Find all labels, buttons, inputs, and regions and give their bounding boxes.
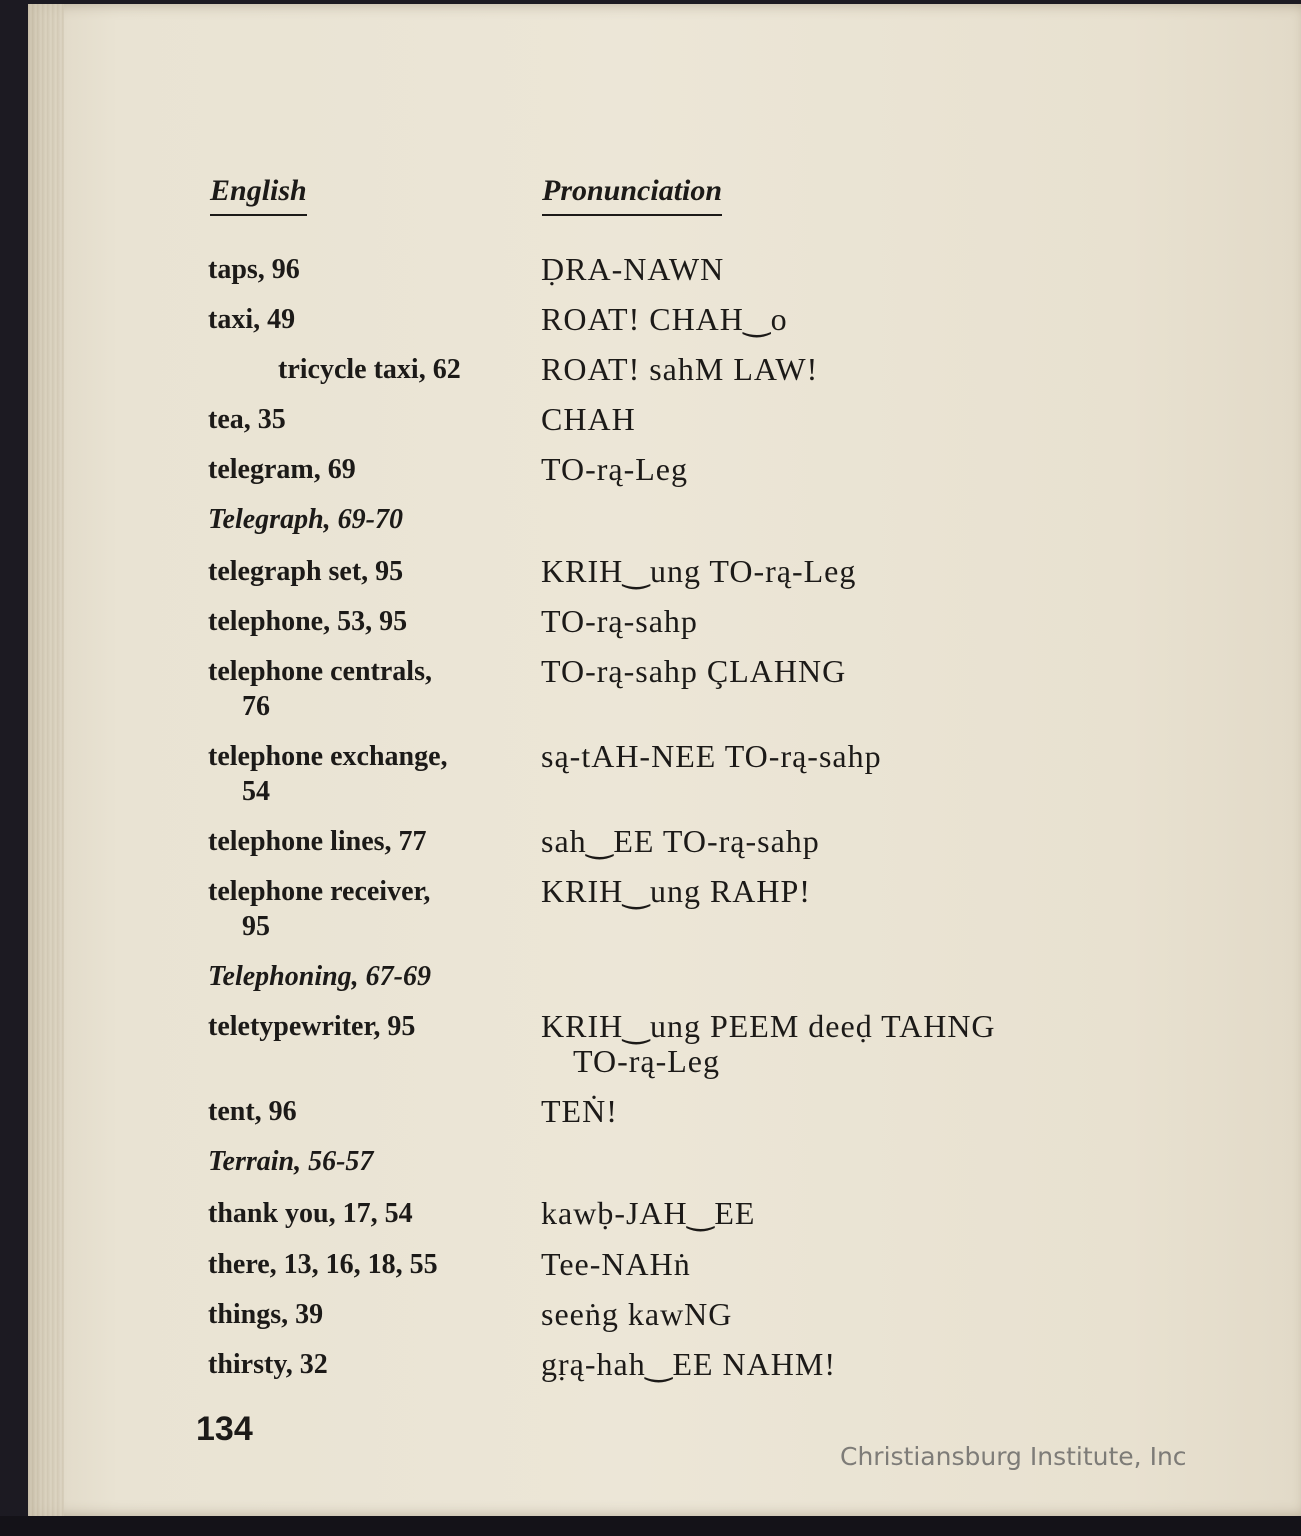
pronunciation	[541, 554, 1181, 589]
english-term	[208, 252, 508, 287]
pronunciation-text: ḌRA-NAWN	[541, 251, 725, 287]
english-term	[208, 302, 508, 337]
pronunciation	[541, 1009, 1181, 1079]
english-term-continuation: 95	[242, 911, 270, 942]
english-term	[208, 739, 508, 809]
english-term	[208, 1196, 508, 1231]
english-column-header: English	[210, 174, 307, 216]
english-term-text: teletypewriter, 95	[208, 1011, 416, 1042]
pronunciation-text: seeṅg kawNG	[541, 1296, 733, 1332]
pronunciation-text: TO-rą-sahp ÇLAHNG	[541, 653, 847, 689]
english-term-text: Terrain, 56-57	[208, 1146, 374, 1177]
english-term	[208, 959, 508, 994]
pronunciation	[541, 452, 1181, 487]
english-term-continuation: 76	[242, 691, 270, 722]
pronunciation-text: sah‿EE TO-rą-sahp	[541, 823, 820, 859]
english-term	[208, 1297, 508, 1332]
pronunciation-text: TO-rą-sahp	[541, 603, 698, 639]
pronunciation	[541, 1347, 1181, 1382]
pronunciation-text: kawḅ-JAH‿EE	[541, 1195, 756, 1231]
english-term	[208, 554, 508, 589]
english-term	[208, 604, 508, 639]
english-term	[278, 352, 578, 387]
pronunciation-text: gṛą-hah‿EE NAHM!	[541, 1346, 836, 1382]
english-term-text: tent, 96	[208, 1096, 297, 1127]
pronunciation	[541, 604, 1181, 639]
pronunciation-text: KRIH‿ung RAHP!	[541, 873, 811, 909]
english-term	[208, 824, 508, 859]
page-number: 134	[196, 1410, 253, 1448]
english-term	[208, 1094, 508, 1129]
english-term-text: telegraph set, 95	[208, 556, 404, 587]
english-term	[208, 1009, 508, 1044]
english-term-text: Telephoning, 67-69	[208, 961, 431, 992]
pronunciation-text: Tee-NAHṅ	[541, 1246, 691, 1282]
english-term-text: there, 13, 16, 18, 55	[208, 1249, 438, 1280]
english-term-text: telephone, 53, 95	[208, 606, 408, 637]
english-term-continuation: 54	[242, 776, 270, 807]
pronunciation-text: CHAH	[541, 401, 636, 437]
pronunciation-text: KRIH‿ung TO-rą-Leg	[541, 553, 857, 589]
english-term-text: telephone lines, 77	[208, 826, 427, 857]
english-term-text: tricycle taxi, 62	[278, 354, 461, 385]
pronunciation	[541, 352, 1181, 387]
pronunciation	[541, 1297, 1181, 1332]
pronunciation	[541, 739, 1181, 774]
pronunciation-column-header: Pronunciation	[542, 174, 722, 216]
english-term-text: tea, 35	[208, 404, 286, 435]
english-term-text: telephone exchange,	[208, 741, 448, 772]
english-term	[208, 1347, 508, 1382]
pronunciation	[541, 402, 1181, 437]
book-page	[28, 4, 1301, 1516]
english-term-text: taxi, 49	[208, 304, 296, 335]
english-term-text: things, 39	[208, 1299, 324, 1330]
pronunciation-continuation: TO-rą-Leg	[573, 1043, 720, 1079]
pronunciation	[541, 1094, 1181, 1129]
english-term	[208, 402, 508, 437]
page-edge	[28, 4, 64, 1516]
pronunciation	[541, 874, 1181, 909]
pronunciation-text: są-tAH-NEE TO-rą-sahp	[541, 738, 882, 774]
pronunciation	[541, 302, 1181, 337]
pronunciation	[541, 1247, 1181, 1282]
english-term	[208, 1144, 508, 1179]
english-term	[208, 502, 508, 537]
bottom-shadow	[0, 1516, 1301, 1536]
english-term	[208, 874, 508, 944]
english-term	[208, 1247, 508, 1282]
english-term-text: telegram, 69	[208, 454, 356, 485]
english-term-text: thank you, 17, 54	[208, 1198, 413, 1229]
pronunciation	[541, 252, 1181, 287]
english-term-text: telephone receiver,	[208, 876, 431, 907]
english-term-text: Telegraph, 69-70	[208, 504, 403, 535]
english-term-text: taps, 96	[208, 254, 300, 285]
watermark-text: Christiansburg Institute, Inc	[840, 1442, 1187, 1471]
pronunciation-text: KRIH‿ung PEEM deeḍ TAHNG	[541, 1008, 996, 1044]
pronunciation	[541, 824, 1181, 859]
pronunciation	[541, 654, 1181, 689]
pronunciation	[541, 1196, 1181, 1231]
pronunciation-text: TO-rą-Leg	[541, 451, 688, 487]
pronunciation-text: ROAT! CHAH‿o	[541, 301, 788, 337]
english-term	[208, 654, 508, 724]
english-term-text: thirsty, 32	[208, 1349, 328, 1380]
pronunciation-text: TEṄ!	[541, 1093, 618, 1129]
english-term-text: telephone centrals,	[208, 656, 432, 687]
pronunciation-text: ROAT! sahM LAW!	[541, 351, 819, 387]
english-term	[208, 452, 508, 487]
